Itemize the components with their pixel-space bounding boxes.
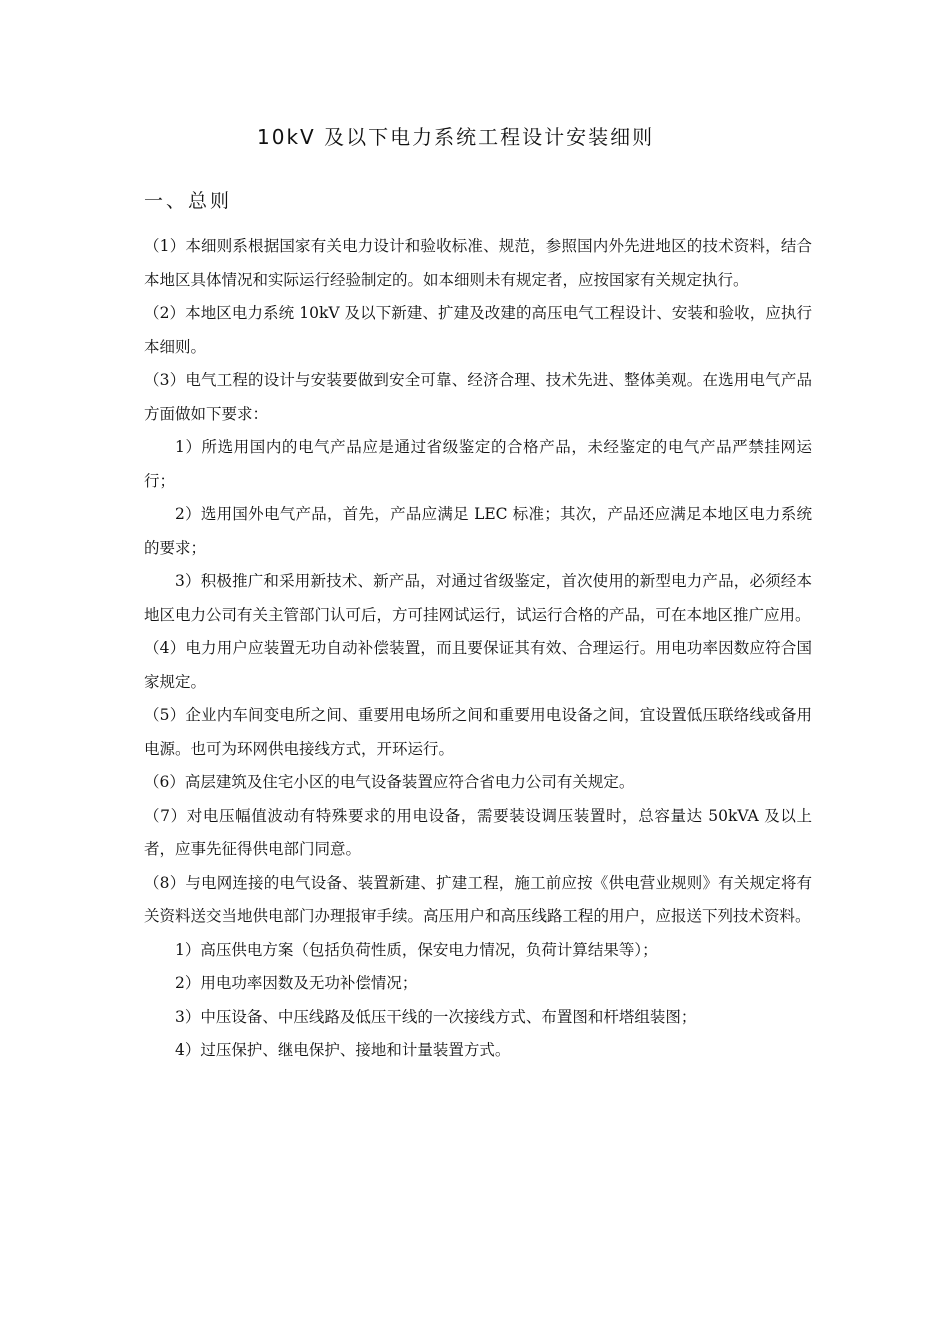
- paragraph-1: （1）本细则系根据国家有关电力设计和验收标准、规范，参照国内外先进地区的技术资料，结合本地区具体情况和实际运行经验制定的。如本细则未有规定者，应按国家有关规定执行。: [144, 237, 812, 289]
- paragraph-8-item-2: 2）用电功率因数及无功补偿情况；: [175, 974, 418, 992]
- paragraph-7: （7）对电压幅值波动有特殊要求的用电设备，需要装设调压装置时，总容量达 50kVA 及以上者，应事先征得供电部门同意。: [144, 806, 812, 858]
- document-title: 10kV 及以下电力系统工程设计安装细则: [257, 125, 655, 149]
- paragraph-5: （5）企业内车间变电所之间、重要用电场所之间和重要用电设备之间，宜设置低压联络线或备用电源。也可为环网供电接线方式，开环运行。: [144, 706, 812, 758]
- paragraph-3-item-3: 3）积极推广和采用新技术、新产品，对通过省级鉴定，首次使用的新型电力产品，必须经本地区电力公司有关主管部门认可后，方可挂网试运行，试运行合格的产品，可在本地区推广应用。: [144, 572, 812, 624]
- paragraph-8-item-1: 1）高压供电方案（包括负荷性质，保安电力情况，负荷计算结果等）；: [175, 940, 658, 959]
- paragraph-6: （6）高层建筑及住宅小区的电气设备装置应符合省电力公司有关规定。: [144, 773, 635, 791]
- paragraph-3: （3）电气工程的设计与安装要做到安全可靠、经济合理、技术先进、整体美观。在选用电气产品方面做如下要求：: [144, 371, 812, 423]
- paragraph-8-item-3: 3）中压设备、中压线路及低压干线的一次接线方式、布置图和杆塔组装图；: [175, 1007, 697, 1026]
- paragraph-4: （4）电力用户应装置无功自动补偿装置，而且要保证其有效、合理运行。用电功率因数应符合国家规定。: [144, 639, 812, 691]
- paragraph-2: （2）本地区电力系统 10kV 及以下新建、扩建及改建的高压电气工程设计、安装和验收，应执行本细则。: [144, 304, 812, 356]
- paragraph-8-item-4: 4）过压保护、继电保护、接地和计量装置方式。: [175, 1041, 511, 1059]
- paragraph-8: （8）与电网连接的电气设备、装置新建、扩建工程，施工前应按《供电营业规则》有关规定将有关资料送交当地供电部门办理报审手续。高压用户和高压线路工程的用户，应报送下列技术资料。: [144, 873, 812, 925]
- paragraph-3-item-1: 1）所选用国内的电气产品应是通过省级鉴定的合格产品，未经鉴定的电气产品严禁挂网运行；: [144, 438, 812, 490]
- section-heading: 一、总则: [144, 190, 233, 212]
- document-body: [144, 230, 812, 1068]
- paragraph-3-item-2: 2）选用国外电气产品，首先，产品应满足 LEC 标准；其次，产品还应满足本地区电力系统的要求；: [144, 505, 812, 557]
